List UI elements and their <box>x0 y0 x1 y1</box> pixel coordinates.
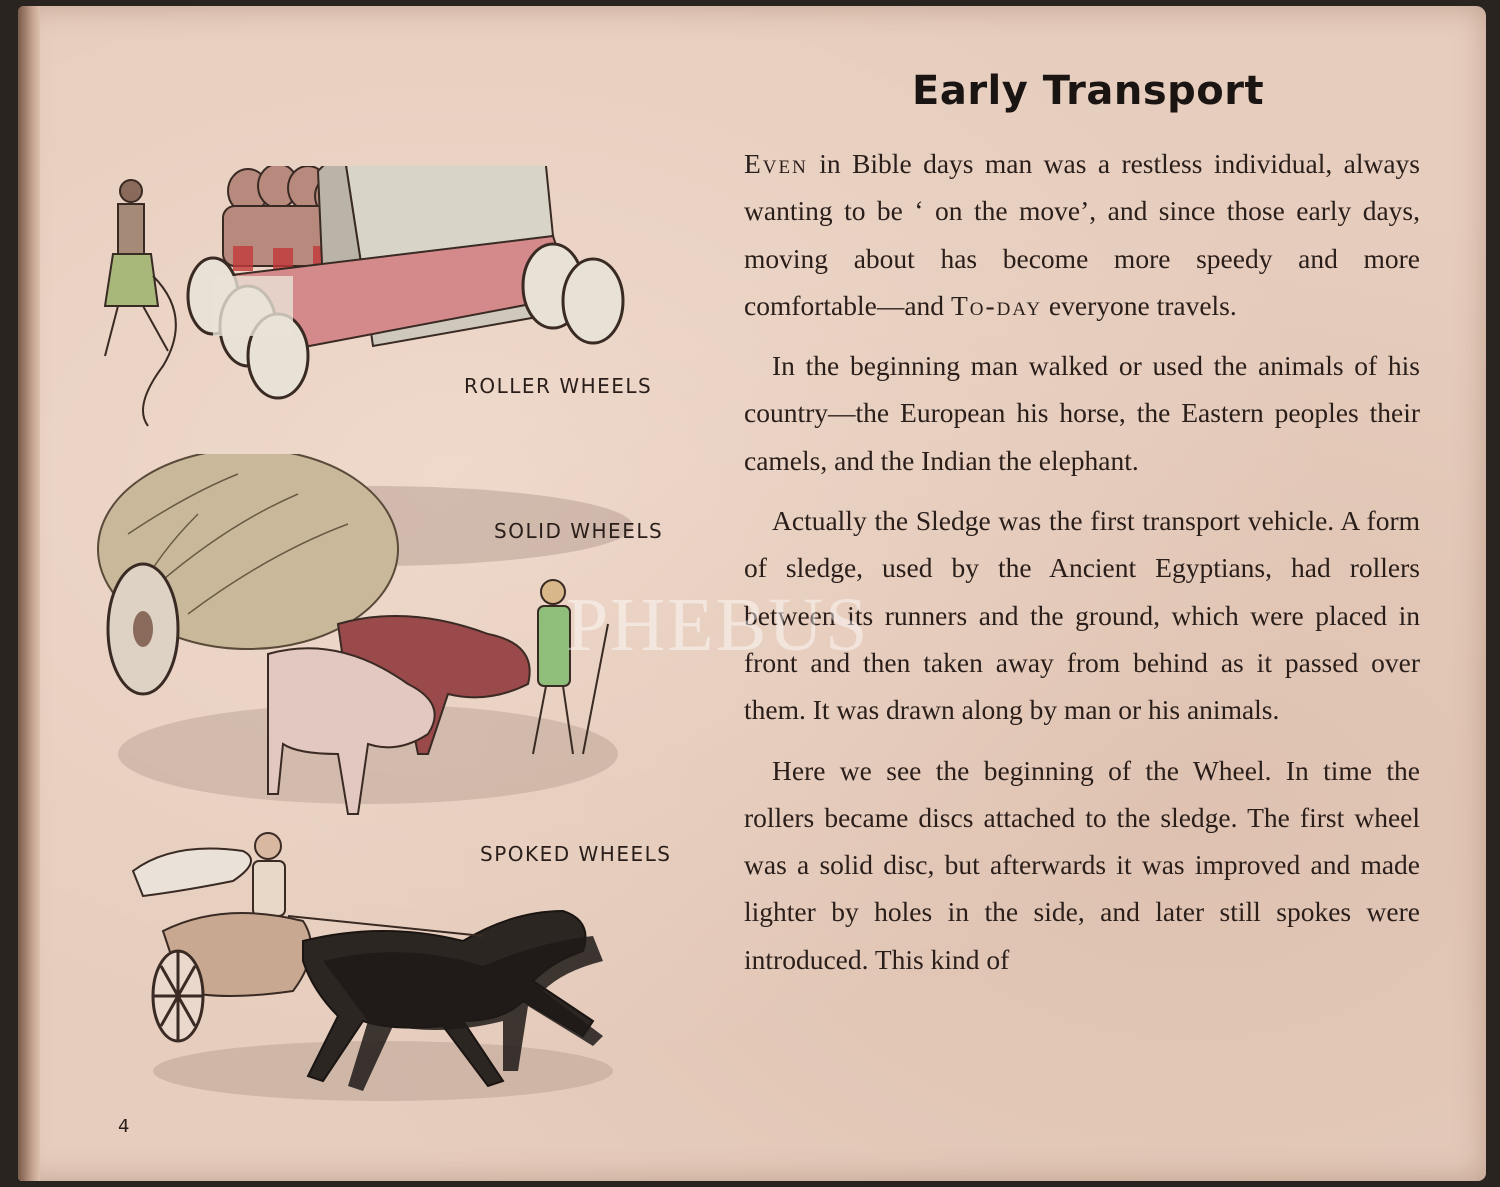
solid-wheels-illustration <box>68 454 668 844</box>
caption-spoked-wheels: SPOKED WHEELS <box>480 842 672 866</box>
paragraph-1-today: To-day <box>950 289 1043 321</box>
paragraph-2: In the beginning man walked or used the animals of his country—the European his horse, the Eastern peoples their camels, and the Indian the elephant. <box>744 350 1420 476</box>
page-title: Early Transport <box>912 68 1265 114</box>
paragraph-3: Actually the Sledge was the first transport vehicle. A form of sledge, used by the Ancient Egyptians, had rollers between its runners and the ground, which were placed in front and then taken away from behind as it passed over them. It was drawn along by man or his animals. <box>744 505 1420 726</box>
paragraph-1-text-a: in Bible days man was a restless individual, always wanting to be ‘ on the move’, and since those early days, moving about has become more speedy and more comfortable—and <box>744 148 1420 321</box>
watermark: PHEBUS <box>566 583 870 667</box>
paragraph-1 <box>744 140 1420 329</box>
page-number: 4 <box>118 1116 130 1137</box>
paragraph-4: Here we see the beginning of the Wheel. In time the rollers became discs attached to the sledge. The first wheel was a solid disc, but afterwards it was improved and made lighter by holes in the side, and later still spokes were introduced. This kind of <box>744 754 1420 975</box>
caption-solid-wheels: SOLID WHEELS <box>494 519 664 543</box>
body-text <box>744 140 1420 996</box>
paragraph-1-text-b: everyone travels. <box>1042 289 1237 321</box>
caption-roller-wheels: ROLLER WHEELS <box>464 374 653 398</box>
book-page <box>18 6 1486 1181</box>
paragraph-1-lead-word: Even <box>744 148 808 179</box>
page-binding-edge <box>18 6 40 1181</box>
